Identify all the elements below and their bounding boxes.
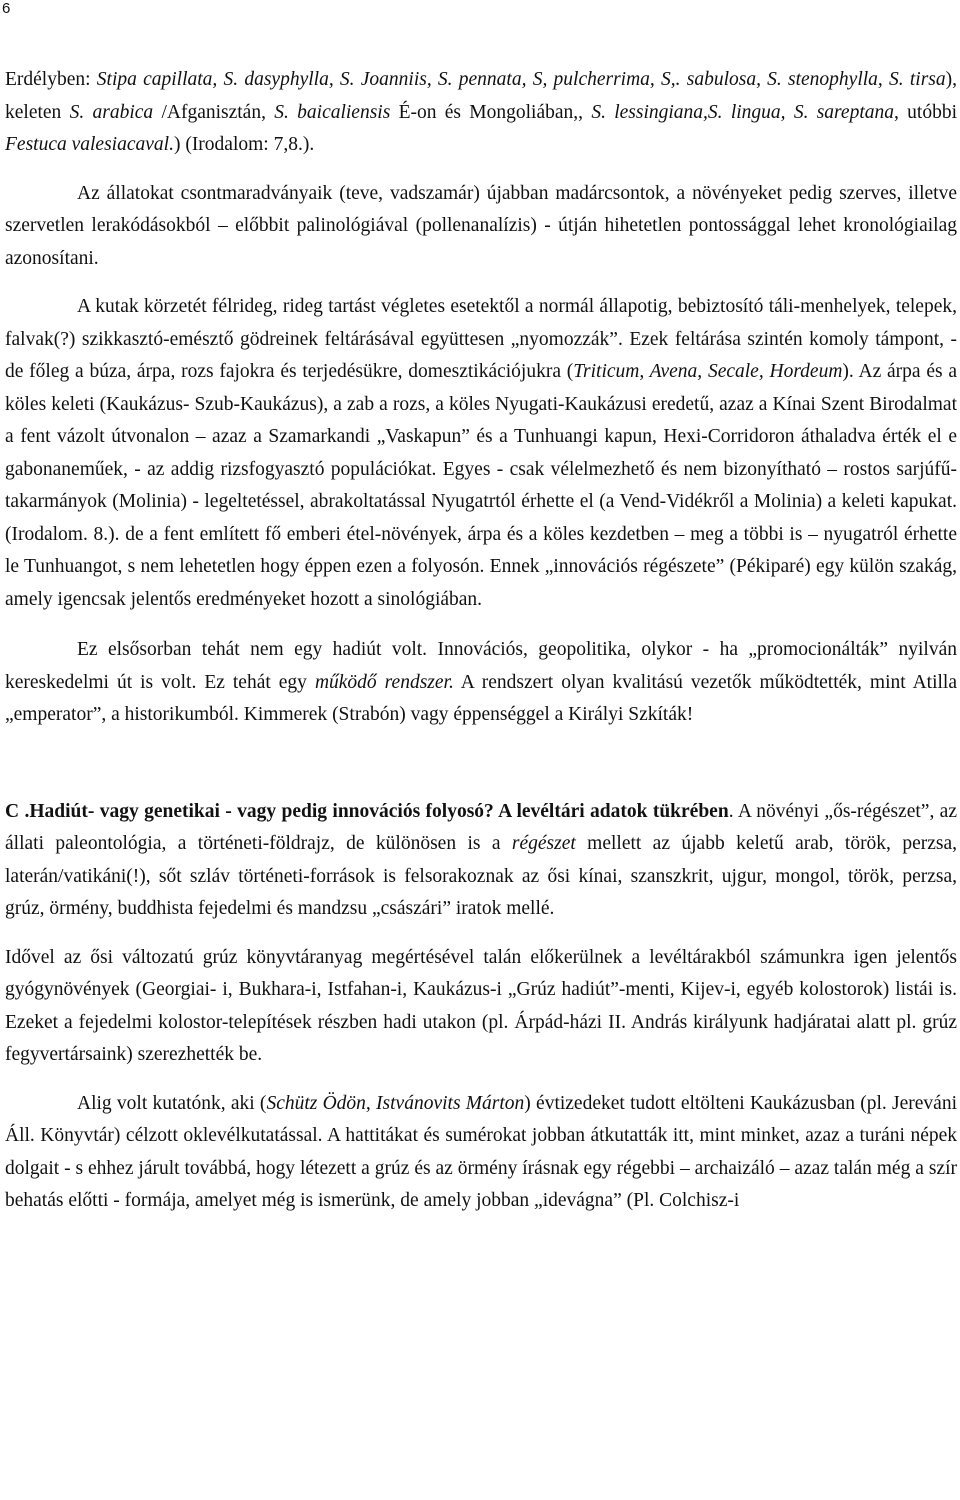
text-run: A rendszert olyan kvalitású vezetők működtették, mint Atilla „emperator”, a historikumból. Kimmerek (Strabón) vagy éppenséggel a Királyi Szkíták! [5, 671, 957, 725]
species-name: S. baicaliensis [274, 101, 391, 123]
text-run: ) évtizedeket tudott eltölteni Kaukázusban (pl. Jereváni Áll. Könyvtár) célzott oklevélkutatással. A hattitákat és sumérokat jobban átkutatták itt, mint minket, azaz a turáni népek dolgait - s ehhez járult továbbá, hogy létezett a grúz és az örmény írásnak egy régebbi – archaizáló – azaz talán még a szír behatás előtti - formája, amelyet még is ismerünk, de amely jobban „idevágna” (Pl. Colchisz-i [5, 1092, 958, 1211]
text-run: Alig volt kutatónk, aki ( [77, 1092, 267, 1114]
paragraph-researchers [5, 1088, 957, 1218]
species-name: S. arabica [69, 101, 154, 123]
species-list: Stipa capillata, S. dasyphylla, S. Joanniis, S. pennata, S, pulcherrima, S,. sabulosa, S. stenophylla, S. tirsa [96, 69, 946, 90]
text-run: ), keleten [5, 69, 957, 123]
text-run: A kutak körzetét félrideg, rideg tartást végletes esetektől a normál állapotig, bebiztosító táli-menhelyek, telepek, falvak(?) szikkasztó-emésztő gödreinek feltárásával együttesen „nyomozzák”. Ezek feltárása szintén komoly támpont, - de főleg a búza, árpa, rozs fajokra és terjedésükre, domesztikációjukra ( [5, 296, 957, 382]
researcher-names: Schütz Ödön, Istvánovits Márton [266, 1092, 525, 1114]
paragraph-section-c [5, 796, 957, 926]
paragraph-not-war-road [5, 634, 957, 732]
text-run: ). Az árpa és a köles keleti (Kaukázus- Szub-Kaukázus), a zab a rozs, a köles Nyugati-Kaukázusi eredetű, azaz a Kínai Szent Birodalmat a fent vázolt útvonalon – azaz a Szamarkandi „Vaskapun” és a Tunhuangi kapun, Hexi-Corridoron áthaladva érték el e gabonaneműek, - az addig rizsfogyasztó populációkat. Egyes - csak vélelmezhető és nem bizonyítható – rostos sarjúfű-takarmányok (Molinia) - legeltetéssel, abrakoltatással Nyugatrtól érhette el (a Vend-Vidékről a Molinia) a keleti kapukat. (Irodalom. 8.). de a fent említett fő emberi étel-növények, árpa és a köles kezdetben – meg a többi is – nyugatról érhette le Tunhuangot, s nem lehetetlen hogy éppen ezen a folyosón. Ennek „innovációs régészete” (Pékiparé) egy külön szakág, amely igencsak jelentős eredményeket hozott a sinológiában. [5, 361, 957, 610]
document-body [5, 64, 957, 1218]
genus-list: Triticum, Avena, Secale, Hordeum [573, 361, 843, 382]
text-run: , utóbbi [894, 101, 957, 123]
text-run: Erdélyben: [5, 69, 97, 90]
text-run: . A növényi „ős-régészet”, az állati paleontológia, a történeti-földrajz, de különösen is a [5, 800, 957, 854]
emphasis: régészet [511, 833, 576, 854]
text-run: ) (Irodalom: 7,8.). [173, 134, 315, 155]
paragraph-stipa [5, 64, 957, 162]
text-run: mellett az újabb keletű arab, török, perzsa, laterán/vatikáni(!), sőt szláv történeti-források is felsorakoznak az ősi kínai, szanszkrit, ujgur, mongol, török, perzsa, grúz, örmény, buddhista fejedelmi és mandzsu „császári” iratok mellé. [5, 833, 957, 919]
text-run: /Afganisztán, [153, 101, 275, 123]
page-number: 6 [2, 0, 11, 17]
paragraph-animals: Az állatokat csontmaradványaik (teve, vadszamár) újabban madárcsontok, a növényeket pedig szerves, illetve szervetlen lerakódásokból – előbbit palinológiával (pollenanalízis) - útján hihetetlen pontossággal lehet kronológiailag azonosítani. [5, 182, 957, 269]
text-run: Ez elsősorban tehát nem egy hadiút volt. Innovációs, geopolitika, olykor - ha „promocionálták” nyilván kereskedelmi út is volt. Ez tehát egy [5, 639, 957, 693]
emphasis: működő rendszer. [314, 671, 454, 693]
paragraph-georgian-library: Idővel az ősi változatú grúz könyvtáranyag megértésével talán előkerülnek a levéltárakból számunkra igen jelentős gyógynövények (Georgiai- i, Bukhara-i, Istfahan-i, Kaukázus-i „Grúz hadiút”-menti, Kijev-i, egyéb kolostorok) listái is. Ezeket a fejedelmi kolostor-telepítések részben hadi utakon (pl. Árpád-házi II. András királyunk hadjáratai alatt pl. grúz fegyvertársaink) szerezhették be. [5, 946, 957, 1065]
species-name: Festuca valesiacaval. [5, 134, 174, 155]
text-run: É-on és Mongoliában,, [390, 101, 592, 123]
paragraph-wells [5, 291, 957, 616]
section-heading: C .Hadiút- vagy genetikai - vagy pedig innovációs folyosó? A levéltári adatok tükrében [5, 800, 729, 822]
species-list: S. lessingiana,S. lingua, S. sareptana [591, 101, 894, 123]
